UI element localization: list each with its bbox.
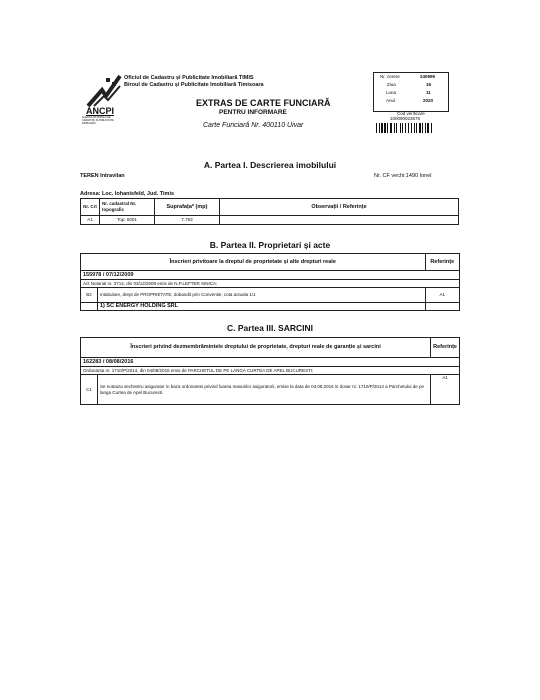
ownership-table bbox=[80, 253, 460, 311]
col-cadastral: Nr. cadastral Nr. topografic bbox=[100, 199, 155, 216]
col-area: Suprafața* (mp) bbox=[155, 199, 220, 216]
encumbrances-col-entries: Înscrieri privind dezmembrămintele dreptului de proprietate, drepturi reale de garanție și sarcini bbox=[81, 338, 431, 358]
section-b-title: B. Partea II. Proprietari și acte bbox=[209, 240, 331, 250]
ownership-entry-id: 155978 / 07/12/2009 bbox=[81, 271, 460, 280]
verification-label: Cod verificare bbox=[397, 111, 425, 116]
section-c-title: C. Partea III. SARCINI bbox=[227, 323, 313, 333]
barcode bbox=[376, 123, 446, 133]
day-label: Ziua bbox=[387, 82, 396, 87]
ownership-col-references: Referințe bbox=[425, 254, 459, 271]
owner-name: 1) SC ENERGY HOLDING SRL bbox=[98, 303, 426, 311]
month-label: Luna bbox=[386, 90, 397, 95]
section-a-title: A. Partea I. Descrierea imobilului bbox=[203, 160, 337, 170]
verification-code: 100090023675 bbox=[390, 116, 421, 121]
encumbrance-row-text: Se noteaza sechestru asigurator in baza ordonantei privind luarea masurilor asiguratorii, emise la data de 04.08.2016 in dosar nr. 1710/P/2014 a Parchetului de pe langa Curtea de Apel Bucuresti. bbox=[98, 375, 431, 405]
row-topographic: Top: 5001 bbox=[100, 216, 155, 225]
year-value: 2020 bbox=[423, 98, 434, 103]
request-value: 240999 bbox=[420, 74, 436, 79]
row-nr: A1 bbox=[81, 216, 100, 225]
row-area: 7.793 bbox=[155, 216, 220, 225]
request-label: Nr. cerere bbox=[380, 74, 400, 79]
encumbrances-col-references: Referințe bbox=[431, 338, 460, 358]
document-title: EXTRAS DE CARTE FUNCIARĂ bbox=[196, 98, 331, 108]
request-box bbox=[373, 72, 449, 112]
encumbrance-entry-id: 162283 / 08/08/2016 bbox=[81, 358, 460, 367]
encumbrance-act: Ordonanta nr. 1710/P/2014, din 04/08/2016 emis de PARCHETUL DE PE LANGA CURTEA DE APEL BUCURESTI; bbox=[81, 367, 460, 375]
month-value: 11 bbox=[426, 90, 431, 95]
encumbrance-row-nr: C1 bbox=[81, 375, 98, 405]
logo-subtext: AGENȚIA NAȚIONALĂ DE CADASTRU ȘI PUBLICITATE IMOBILIARĂ bbox=[82, 116, 114, 125]
land-type: TEREN Intravilan bbox=[80, 173, 125, 179]
ownership-row-ref: A1 bbox=[425, 288, 459, 303]
ownership-act: Act Notarial nr. 3714, din 03/12/2009 emis de N.P.LEFTER SINICA; bbox=[81, 280, 460, 288]
document-subtitle: PENTRU INFORMARE bbox=[219, 109, 287, 116]
col-nr-crt: Nr. Crt bbox=[81, 199, 100, 216]
col-observations: Observații / Referințe bbox=[220, 199, 459, 216]
old-cf-number: Nr. CF vechi:1490 Ionel bbox=[374, 173, 432, 179]
ancpi-logo-icon bbox=[86, 74, 122, 108]
ownership-row-text: Intabulare, drept de PROPRIETATE, dobandit prin Conventie, cota actuala 1/1 bbox=[98, 288, 426, 303]
office-line-1: Oficiul de Cadastru și Publicitate Imobiliară TIMIS bbox=[124, 75, 254, 81]
encumbrance-row-ref: A1 bbox=[431, 375, 460, 405]
cf-number-line: Carte Funciară Nr. 400110 Uivar bbox=[203, 122, 304, 129]
property-address: Adresa: Loc. Iohanisfeld, Jud. Timis bbox=[80, 191, 175, 197]
day-value: 16 bbox=[426, 82, 432, 87]
logo-text: ANCPI bbox=[86, 106, 115, 116]
ownership-row-nr: B2 bbox=[81, 288, 98, 303]
office-line-2: Biroul de Cadastru și Publicitate Imobiliară Timisoara bbox=[124, 82, 264, 88]
ownership-col-entries: Înscrieri privitoare la dreptul de proprietate și alte drepturi reale bbox=[81, 254, 426, 271]
encumbrances-table bbox=[80, 337, 460, 405]
row-observations bbox=[220, 216, 459, 225]
property-table bbox=[80, 198, 459, 225]
ancpi-logo bbox=[80, 74, 122, 125]
barcode-bar bbox=[433, 123, 434, 133]
year-label: Anul bbox=[386, 98, 396, 103]
